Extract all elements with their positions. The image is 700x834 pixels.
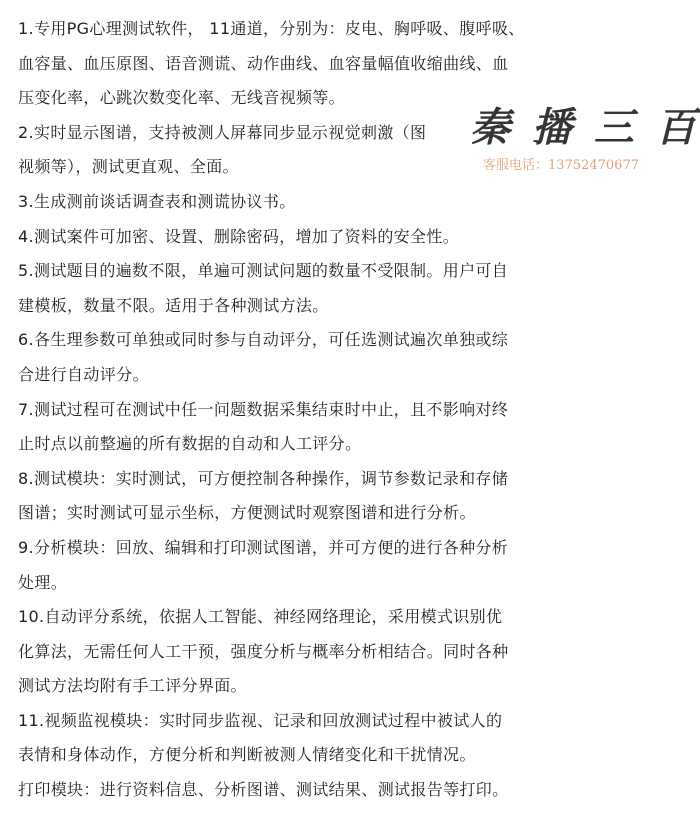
text-line: 化算法，无需任何人工干预，强度分析与概率分析相结合。同时各种 (18, 641, 509, 661)
text-line: 10.自动评分系统，依据人工智能、神经网络理论，采用模式识别优 (18, 607, 503, 627)
text-line: 9.分析模块：回放、编辑和打印测试图谱，并可方便的进行各种分析 (18, 537, 509, 557)
text-line: 7.测试过程可在测试中任一问题数据采集结束时中止，且不影响对终 (18, 399, 509, 419)
text-line: 视频等），测试更直观、全面。 (18, 157, 239, 177)
text-line: 3.生成测前谈话调查表和测谎协议书。 (18, 191, 296, 211)
text-line: 压变化率，心跳次数变化率、无线音视频等。 (18, 88, 346, 108)
text-line: 处理。 (18, 572, 68, 592)
text-line: 图谱；实时测试可显示坐标，方便测试时观察图谱和进行分析。 (18, 503, 476, 523)
text-line: 1.专用PG心理测试软件， 11通道，分别为：皮电、胸呼吸、腹呼吸、 (18, 19, 525, 38)
text-line: 打印模块：进行资料信息、分析图谱、测试结果、测试报告等打印。 (18, 780, 509, 800)
text-line: 血容量、血压原图、语音测谎、动作曲线、血容量幅值收缩曲线、血 (18, 53, 509, 73)
text-line: 8.测试模块：实时测试，可方便控制各种操作，调节参数记录和存储 (18, 468, 509, 488)
text-line: 合进行自动评分。 (18, 364, 149, 384)
watermark-contact: 客服电话：13752470677 (483, 158, 639, 173)
text-line: 5.测试题目的遍数不限，单遍可测试问题的数量不受限制。用户可自 (18, 261, 509, 281)
text-line: 4.测试案件可加密、设置、删除密码，增加了资料的安全性。 (18, 226, 460, 246)
text-line: 止时点以前整遍的所有数据的自动和人工评分。 (18, 434, 362, 454)
text-line: 6.各生理参数可单独或同时参与自动评分，可任选测试遍次单独或综 (18, 330, 509, 350)
text-line: 建模板，数量不限。适用于各种测试方法。 (18, 295, 329, 315)
text-line: 2.实时显示图谱，支持被测人屏幕同步显示视觉刺激（图 (18, 122, 427, 142)
text-line: 表情和身体动作，方便分析和判断被测人情绪变化和干扰情况。 (18, 745, 476, 765)
text-line: 11.视频监视模块：实时同步监视、记录和回放测试过程中被试人的 (18, 710, 503, 730)
document-body (18, 12, 648, 808)
text-line: 测试方法均附有手工评分界面。 (18, 676, 247, 696)
watermark-logo: 秦 播 三 百 (470, 104, 700, 151)
